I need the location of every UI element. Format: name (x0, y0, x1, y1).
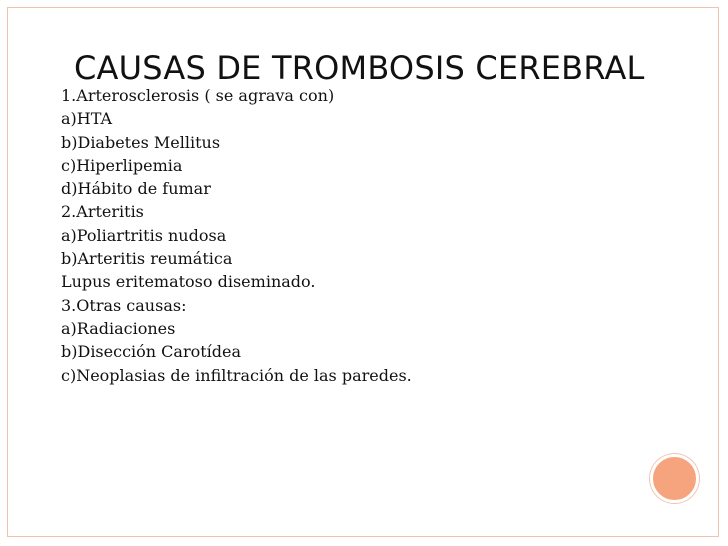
decorative-circle (650, 454, 699, 503)
list-item: b)Arteritis reumática (61, 249, 233, 269)
list-item: a)HTA (61, 109, 113, 129)
list-item: d)Hábito de fumar (61, 179, 211, 199)
list-item: b)Diabetes Mellitus (61, 132, 221, 152)
list-item: a)Radiaciones (61, 318, 176, 338)
list-item: 1.Arterosclerosis ( se agrava con) (61, 86, 335, 105)
list-item: c)Neoplasias de infiltración de las paredes. (61, 365, 412, 385)
list-item: 2.Arteritis (61, 202, 144, 222)
list-item: 3.Otras causas: (61, 295, 187, 315)
list-item: c)Hiperlipemia (61, 155, 183, 175)
list-item: Lupus eritematoso diseminado. (61, 272, 316, 292)
list-item: a)Poliartritis nudosa (61, 225, 227, 245)
body-list (61, 84, 412, 387)
list-item: b)Disección Carotídea (61, 342, 242, 362)
slide-title: CAUSAS DE TROMBOSIS CEREBRAL (74, 49, 645, 87)
